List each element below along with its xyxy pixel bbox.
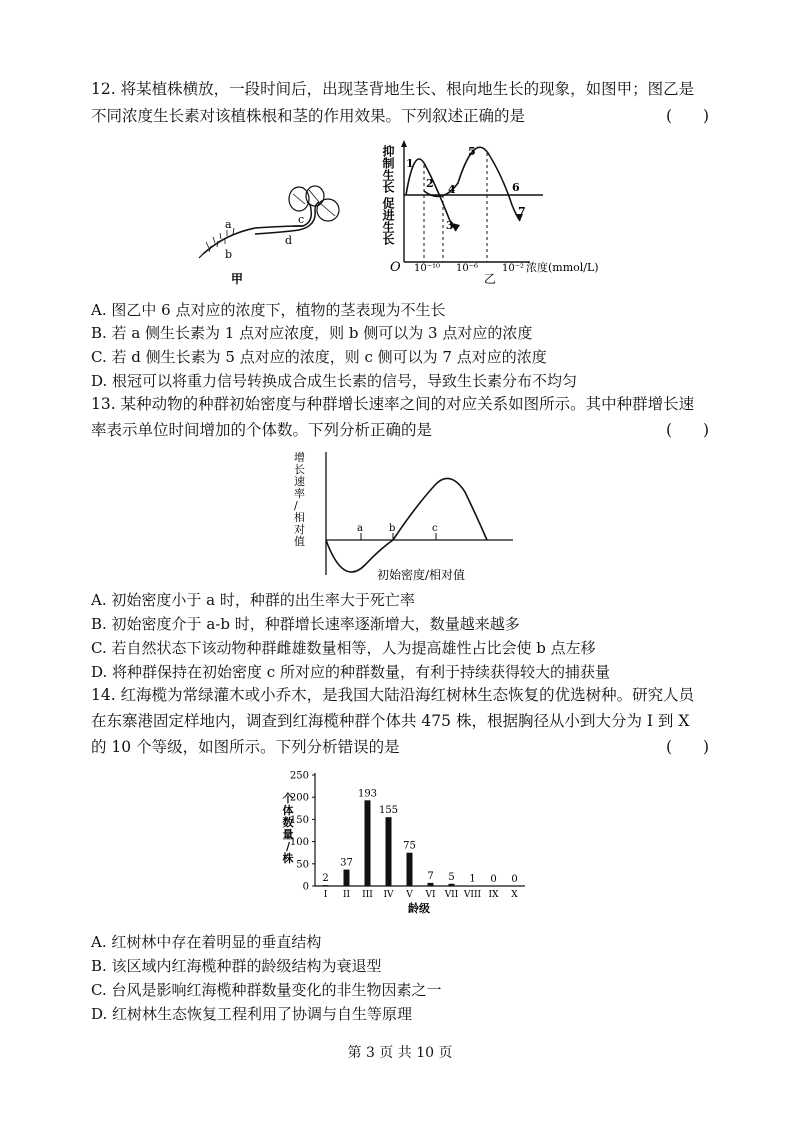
q12-option-c: C. 若 d 侧生长素为 5 点对应的浓度，则 c 侧可以为 7 点对应的浓度 (91, 348, 547, 366)
q13-option-a: A. 初始密度小于 a 时，种群的出生率大于死亡率 (91, 591, 415, 609)
y-axis-label-char: 个 (282, 792, 294, 805)
q13-ylabel (294, 451, 305, 548)
q12-yi-point-2: 2 (426, 177, 434, 190)
q13-ylabel-char: / (294, 499, 298, 512)
q12-yi-point-1: 1 (406, 157, 414, 170)
q14-stem-line3: 的 10 个等级，如图所示。下列分析错误的是 (91, 738, 400, 756)
q13-ylabel-char: 相 (294, 511, 305, 524)
y-tick-label: 50 (296, 859, 309, 871)
bar-value-label: 1 (469, 873, 476, 885)
x-tick-label: VII (444, 890, 459, 900)
bar-value-label: 75 (403, 840, 416, 852)
bar-value-label: 37 (340, 857, 353, 869)
q13-stem-line1: 13. 某种动物的种群初始密度与种群增长速率之间的对应关系如图所示。其中种群增长速 (91, 395, 695, 413)
q12-yi-point-5: 5 (468, 145, 476, 158)
x-tick-label: II (342, 890, 351, 900)
q12-stem-line1: 12. 将某植株横放，一段时间后，出现茎背地生长、根向地生长的现象，如图甲；图乙是 (91, 80, 695, 98)
x-tick-label: IX (488, 890, 499, 900)
q13-point-a: a (357, 523, 363, 534)
q14-bar-chart (260, 762, 540, 922)
y-axis-label-char: 体 (282, 804, 294, 817)
bar-value-label: 0 (511, 874, 518, 885)
y-axis-label-char: 量 (282, 828, 294, 841)
q12-answer-paren: ( ) (666, 107, 710, 125)
q13-ylabel-char: 率 (294, 487, 305, 500)
bar-value-label: 7 (427, 870, 434, 882)
q12-option-a: A. 图乙中 6 点对应的浓度下，植物的茎表现为不生长 (91, 301, 446, 319)
bar-I (323, 885, 329, 886)
q12-yi-tick-2: 10⁻⁶ (456, 263, 479, 274)
q13-xlabel: 初始密度/相对值 (377, 568, 466, 582)
q12-yi-point-7: 7 (518, 205, 526, 218)
q13-stem-line2: 率表示单位时间增加的个体数。下列分析正确的是 (91, 421, 433, 439)
q14-stem-line2: 在东寨港固定样地内，调查到红海榄种群个体共 475 株，根据胸径从小到大分为 I 到 X (91, 712, 690, 730)
bar-VI (428, 883, 434, 886)
bar-V (407, 853, 413, 886)
y-tick-label: 100 (289, 837, 309, 849)
q13-ylabel-char: 值 (294, 535, 305, 548)
x-tick-label: V (406, 890, 413, 900)
q14-option-d: D. 红树林生态恢复工程利用了协调与自生等原理 (91, 1005, 413, 1023)
x-axis-label: 龄级 (408, 902, 430, 915)
y-tick-label: 250 (289, 770, 309, 782)
q14-option-c: C. 台风是影响红海榄种群数量变化的非生物因素之一 (91, 981, 442, 999)
x-tick-label: IV (383, 890, 394, 900)
q12-figure-yi (380, 135, 630, 285)
q12-figure-jia (195, 182, 365, 292)
q12-yi-point-3: 3 (446, 219, 454, 232)
q12-yi-tick-1: 10⁻¹⁰ (414, 263, 441, 274)
q13-ylabel-char: 速 (294, 475, 305, 488)
bar-value-label: 2 (322, 873, 329, 885)
q13-option-c: C. 若自然状态下该动物种群雌雄数量相等，人为提高雄性占比会使 b 点左移 (91, 639, 596, 657)
bar-value-label: 5 (448, 871, 455, 883)
x-tick-label: I (323, 890, 328, 900)
q14-option-b: B. 该区域内红海榄种群的龄级结构为衰退型 (91, 957, 382, 975)
bar-II (344, 870, 350, 886)
q12-jia-label-d: d (285, 234, 293, 247)
bar-VII (449, 884, 455, 886)
x-tick-label: III (362, 890, 373, 900)
q13-point-c: c (432, 523, 438, 534)
q14-stem-line1: 14. 红海榄为常绿灌木或小乔木，是我国大陆沿海红树林生态恢复的优选树种。研究人员 (91, 686, 695, 704)
bar-III (365, 800, 371, 886)
y-tick-label: 150 (289, 814, 309, 826)
q13-ylabel-char: 增 (294, 451, 305, 464)
q12-yi-origin: O (390, 260, 401, 275)
q13-ylabel-char: 长 (294, 463, 305, 476)
q14-answer-paren: ( ) (666, 738, 710, 756)
q12-jia-label-c: c (298, 213, 305, 226)
bar-value-label: 0 (490, 874, 497, 885)
q13-figure (285, 447, 525, 582)
y-axis-label-char: 株 (282, 852, 294, 865)
q13-point-b: b (389, 523, 396, 534)
y-axis-label-char: / (285, 840, 291, 853)
q12-jia-caption: 甲 (231, 272, 244, 286)
y-axis-label-char: 数 (282, 816, 294, 829)
q12-yi-caption: 乙 (484, 272, 497, 285)
y-tick-label: 200 (289, 792, 309, 804)
q12-option-b: B. 若 a 侧生长素为 1 点对应浓度，则 b 侧可以为 3 点对应的浓度 (91, 324, 533, 342)
bar-value-label: 193 (357, 788, 378, 800)
bar-value-label: 155 (378, 805, 399, 817)
q13-answer-paren: ( ) (666, 421, 710, 439)
q12-yi-tick-3: 10⁻² (502, 263, 525, 274)
y-tick-label: 0 (302, 881, 309, 893)
x-tick-label: X (511, 890, 518, 900)
q13-ylabel-char: 对 (294, 523, 305, 536)
q12-yi-xlabel: 浓度(mmol/L) (526, 261, 599, 274)
bar-IV (386, 817, 392, 886)
q12-yi-point-4: 4 (448, 183, 456, 196)
q13-option-b: B. 初始密度介于 a-b 时，种群增长速率逐渐增大，数量越来越多 (91, 615, 520, 633)
q12-option-d: D. 根冠可以将重力信号转换成合成生长素的信号，导致生长素分布不均匀 (91, 372, 578, 390)
q12-stem-line2: 不同浓度生长素对该植株根和茎的作用效果。下列叙述正确的是 (91, 107, 526, 125)
x-tick-label: VI (425, 890, 436, 900)
q12-jia-label-b: b (225, 248, 233, 261)
q12-yi-ylabel: 抑制生长 促进生长 (381, 145, 395, 246)
q13-option-d: D. 将种群保持在初始密度 c 所对应的种群数量，有利于持续获得较大的捕获量 (91, 663, 610, 681)
q12-yi-point-6: 6 (512, 181, 520, 194)
x-tick-label: VIII (463, 890, 482, 900)
q12-jia-label-a: a (225, 218, 232, 231)
page-footer: 第 3 页 共 10 页 (347, 1045, 453, 1061)
q14-option-a: A. 红树林中存在着明显的垂直结构 (91, 933, 322, 951)
